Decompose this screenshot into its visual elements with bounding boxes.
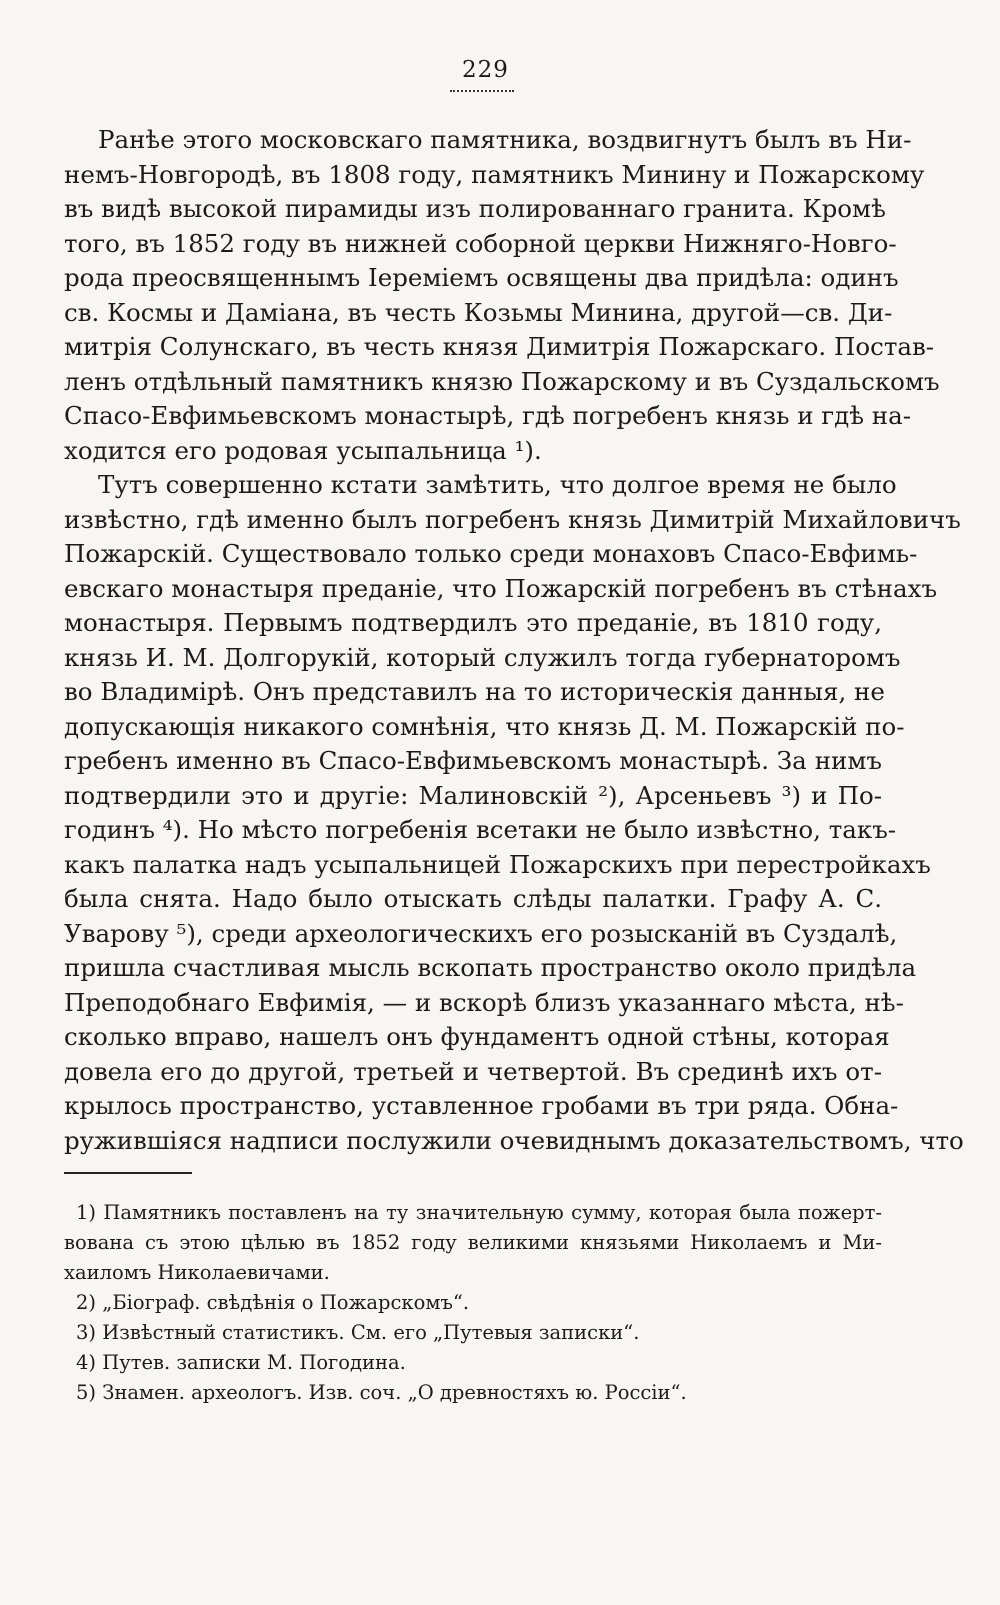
- text-line: была снята. Надо было отыскать слѣды палатки. Графу А. С.: [64, 884, 882, 913]
- footnote-line: вована съ этою цѣлью въ 1852 году великими князьями Николаемъ и Ми-: [64, 1231, 882, 1254]
- text-line: сколько вправо, нашелъ онъ фундаментъ одной стѣны, которая: [64, 1022, 890, 1051]
- footnote-line: хаиломъ Николаевичами.: [64, 1261, 330, 1284]
- text-line: Ранѣе этого московскаго памятника, воздвигнутъ былъ въ Ни-: [98, 125, 912, 154]
- text-line: подтвердили это и другіе: Малиновскій ²), Арсеньевъ ³) и По-: [64, 780, 882, 810]
- footnote-line: 4) Путев. записки М. Погодина.: [76, 1351, 406, 1374]
- text-line: Пожарскій. Существовало только среди монаховъ Спасо-Евфимь-: [64, 539, 918, 568]
- text-line: св. Космы и Даміана, въ честь Козьмы Минина, другой—св. Ди-: [64, 297, 893, 327]
- text-line: евскаго монастыря преданіе, что Пожарскій погребенъ въ стѣнахъ: [64, 573, 938, 603]
- text-line: ходится его родовая усыпальница ¹).: [64, 435, 542, 465]
- text-line: Уварову ⁵), среди археологическихъ его розысканій въ Суздалѣ,: [64, 918, 898, 948]
- page-number: 229: [462, 57, 509, 83]
- text-line: рода преосвященнымъ Іереміемъ освящены два придѣла: одинъ: [64, 263, 899, 292]
- text-line: Спасо-Евфимьевскомъ монастырѣ, гдѣ погребенъ князь и гдѣ на-: [64, 401, 912, 430]
- text-line: гребенъ именно въ Спасо-Евфимьевскомъ монастырѣ. За нимъ: [64, 746, 882, 775]
- text-line: митрія Солунскаго, въ честь князя Димитрія Пожарскаго. Постав-: [64, 332, 935, 361]
- text-line: годинъ ⁴). Но мѣсто погребенія всетаки не было извѣстно, такъ-: [64, 815, 897, 844]
- text-line: немъ-Новгородѣ, въ 1808 году, памятникъ Минину и Пожарскому: [64, 159, 925, 189]
- text-line: монастыря. Первымъ подтвердилъ это преданіе, въ 1810 году,: [64, 608, 882, 637]
- text-line: крылось пространство, уставленное гробами въ три ряда. Обна-: [64, 1091, 899, 1120]
- footnotes: [64, 1198, 882, 1408]
- text-line: пришла счастливая мысль вскопать пространство около придѣла: [64, 953, 917, 982]
- footnote-line: 1) Памятникъ поставленъ на ту значительную сумму, которая была пожерт-: [76, 1201, 882, 1224]
- text-line: какъ палатка надъ усыпальницей Пожарскихъ при перестройкахъ: [64, 849, 931, 879]
- footnote-line: 2) „Біограф. свѣдѣнія о Пожарскомъ“.: [76, 1291, 470, 1314]
- text-line: во Владимірѣ. Онъ представилъ на то историческія данныя, не: [64, 677, 885, 706]
- text-line: Тутъ совершенно кстати замѣтить, что долгое время не было: [98, 470, 897, 499]
- text-line: довела его до другой, третьей и четвертой. Въ срединѣ ихъ от-: [64, 1056, 882, 1086]
- text-line: ружившіяся надписи послужили очевиднымъ доказательствомъ, что: [64, 1125, 964, 1155]
- text-line: Преподобнаго Евфимія, — и вскорѣ близъ указаннаго мѣста, нѣ-: [64, 987, 904, 1017]
- footnote-line: 3) Извѣстный статистикъ. См. его „Путевыя записки“.: [76, 1321, 640, 1344]
- footnote-line: 5) Знамен. археологъ. Изв. соч. „О древностяхъ ю. Россіи“.: [76, 1381, 687, 1404]
- text-line: ленъ отдѣльный памятникъ князю Пожарскому и въ Суздальскомъ: [64, 366, 940, 396]
- text-line: въ видѣ высокой пирамиды изъ полированнаго гранита. Кромѣ: [64, 194, 886, 223]
- text-line: допускающія никакого сомнѣнія, что князь Д. М. Пожарскій по-: [64, 711, 905, 741]
- footnote-divider: [64, 1172, 192, 1174]
- main-text: [64, 123, 964, 1158]
- text-line: извѣстно, гдѣ именно былъ погребенъ князь Димитрій Михайловичъ: [64, 504, 961, 534]
- text-line: того, въ 1852 году въ нижней соборной церкви Нижняго-Новго-: [64, 228, 897, 258]
- page-number-underline: [450, 90, 514, 92]
- text-line: князь И. М. Долгорукій, который служилъ тогда губернаторомъ: [64, 642, 901, 672]
